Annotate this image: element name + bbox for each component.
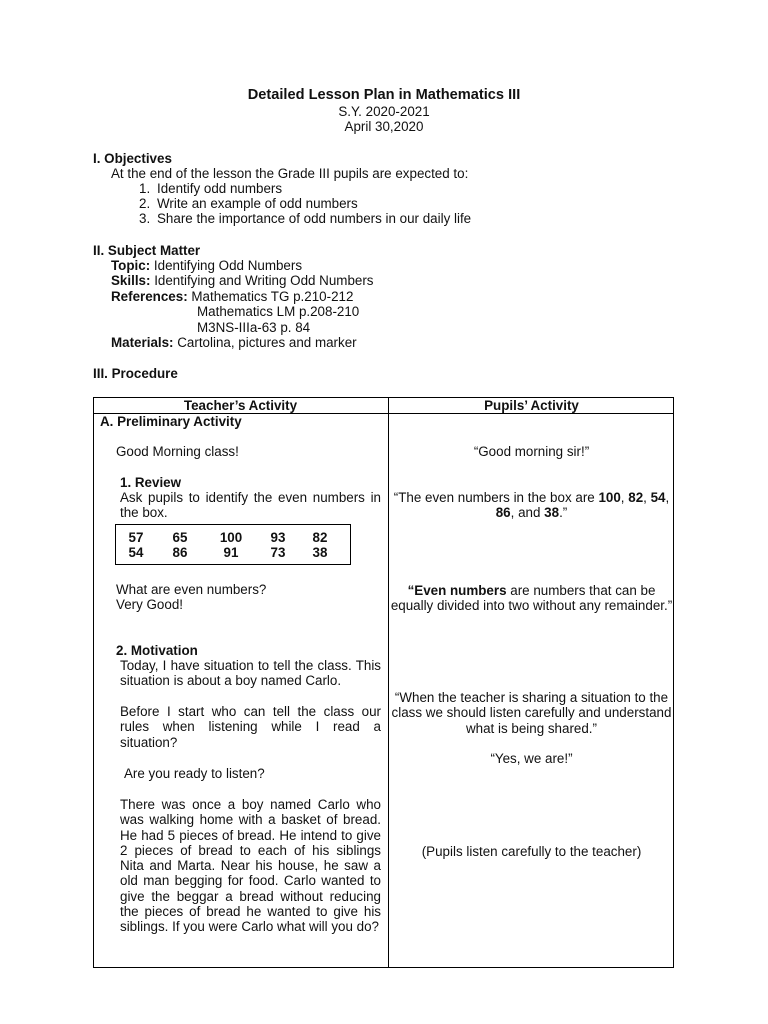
praise: Very Good! bbox=[116, 597, 183, 612]
references-line bbox=[111, 289, 353, 304]
objective-item: Identify odd numbers bbox=[157, 181, 283, 196]
number-cell: 57 bbox=[128, 530, 144, 545]
review-reply-separator: , and bbox=[510, 505, 545, 521]
motivation-heading: 2. Motivation bbox=[116, 643, 198, 658]
subject-matter-heading: II. Subject Matter bbox=[93, 243, 201, 258]
materials-value: Cartolina, pictures and marker bbox=[177, 335, 357, 350]
objective-number: 1. bbox=[139, 181, 151, 196]
motivation-rules-question: Before I start who can tell the class our rules when listening while I read a situation? bbox=[120, 704, 381, 750]
review-reply-number: 38 bbox=[544, 505, 560, 521]
objective-number: 3. bbox=[139, 211, 151, 226]
review-reply-separator: , bbox=[643, 490, 651, 505]
reference-item: Mathematics LM p.208-210 bbox=[197, 304, 360, 319]
number-cell: 54 bbox=[128, 545, 144, 560]
pupils-rules-reply: “When the teacher is sharing a situation to the class we should listen carefully and understand what is being shared.” bbox=[391, 690, 672, 736]
review-reply-text: .” bbox=[559, 505, 568, 521]
number-cell: 73 bbox=[270, 545, 286, 560]
page-title: Detailed Lesson Plan in Mathematics III bbox=[247, 87, 521, 103]
school-year: S.Y. 2020-2021 bbox=[338, 104, 430, 119]
ready-question: Are you ready to listen? bbox=[124, 766, 265, 781]
number-cell: 65 bbox=[172, 530, 188, 545]
objective-number: 2. bbox=[139, 196, 151, 211]
reference-item: Mathematics TG p.210-212 bbox=[191, 289, 354, 304]
number-cell: 38 bbox=[312, 545, 328, 560]
pupils-activity-header: Pupils’ Activity bbox=[484, 398, 579, 413]
number-cell: 100 bbox=[219, 530, 243, 545]
objective-item: Write an example of odd numbers bbox=[157, 196, 358, 211]
references-label: References: bbox=[111, 289, 188, 304]
skills-line bbox=[111, 273, 374, 288]
lesson-date: April 30,2020 bbox=[344, 119, 424, 134]
pupils-greeting-reply: “Good morning sir!” bbox=[473, 444, 590, 459]
story-text: There was once a boy named Carlo who was walking home with a basket of bread. He had 5 pieces of bread. He intend to give 2 pieces of bread to each of his siblings Nita and Marta. Near his house, he saw a old man begging for food. Carlo wanted to give the beggar a bread without reducing the pieces of bread he wanted to give his siblings. If you were Carlo what will you do? bbox=[120, 797, 381, 935]
procedure-heading: III. Procedure bbox=[93, 366, 178, 381]
review-reply-number: 82 bbox=[628, 490, 644, 505]
materials-label: Materials: bbox=[111, 335, 174, 350]
skills-label: Skills: bbox=[111, 273, 151, 288]
review-reply-text: “The even numbers in the box are bbox=[393, 490, 599, 505]
even-numbers-question: What are even numbers? bbox=[116, 582, 267, 597]
number-box bbox=[115, 524, 351, 565]
review-reply-separator: , bbox=[665, 490, 670, 505]
review-reply-number: 54 bbox=[650, 490, 666, 505]
pupils-ready-reply: “Yes, we are!” bbox=[490, 751, 573, 766]
number-cell: 93 bbox=[270, 530, 286, 545]
teacher-greeting: Good Morning class! bbox=[116, 444, 239, 459]
definition-text: are numbers that can be equally divided into two without any remainder.” bbox=[390, 583, 673, 614]
objectives-heading: I. Objectives bbox=[93, 151, 172, 166]
review-reply-number: 100 bbox=[598, 490, 621, 505]
pupils-listen-reply: (Pupils listen carefully to the teacher) bbox=[421, 844, 642, 859]
review-instruction: Ask pupils to identify the even numbers in the box. bbox=[120, 490, 381, 521]
motivation-text: Today, I have situation to tell the class. This situation is about a boy named Carlo. bbox=[120, 658, 381, 689]
objective-item: Share the importance of odd numbers in our daily life bbox=[157, 211, 472, 226]
review-heading: 1. Review bbox=[120, 475, 182, 490]
column-divider bbox=[388, 397, 389, 968]
reference-item: M3NS-IIIa-63 p. 84 bbox=[197, 320, 311, 335]
definition-term: “Even numbers bbox=[407, 583, 507, 598]
skills-value: Identifying and Writing Odd Numbers bbox=[154, 273, 374, 288]
number-cell: 91 bbox=[223, 545, 239, 560]
topic-line bbox=[111, 258, 302, 273]
topic-value: Identifying Odd Numbers bbox=[153, 258, 303, 273]
preliminary-activity-heading: A. Preliminary Activity bbox=[100, 414, 242, 429]
objectives-intro: At the end of the lesson the Grade III pupils are expected to: bbox=[111, 166, 469, 181]
review-reply-separator: , bbox=[620, 490, 629, 505]
materials-line bbox=[111, 335, 357, 350]
review-reply-number: 86 bbox=[495, 505, 511, 521]
pupils-review-reply bbox=[389, 490, 674, 521]
teacher-activity-header: Teacher’s Activity bbox=[183, 398, 298, 413]
pupils-definition-reply bbox=[389, 583, 674, 614]
number-cell: 82 bbox=[312, 530, 328, 545]
topic-label: Topic: bbox=[111, 258, 151, 273]
number-cell: 86 bbox=[172, 545, 188, 560]
